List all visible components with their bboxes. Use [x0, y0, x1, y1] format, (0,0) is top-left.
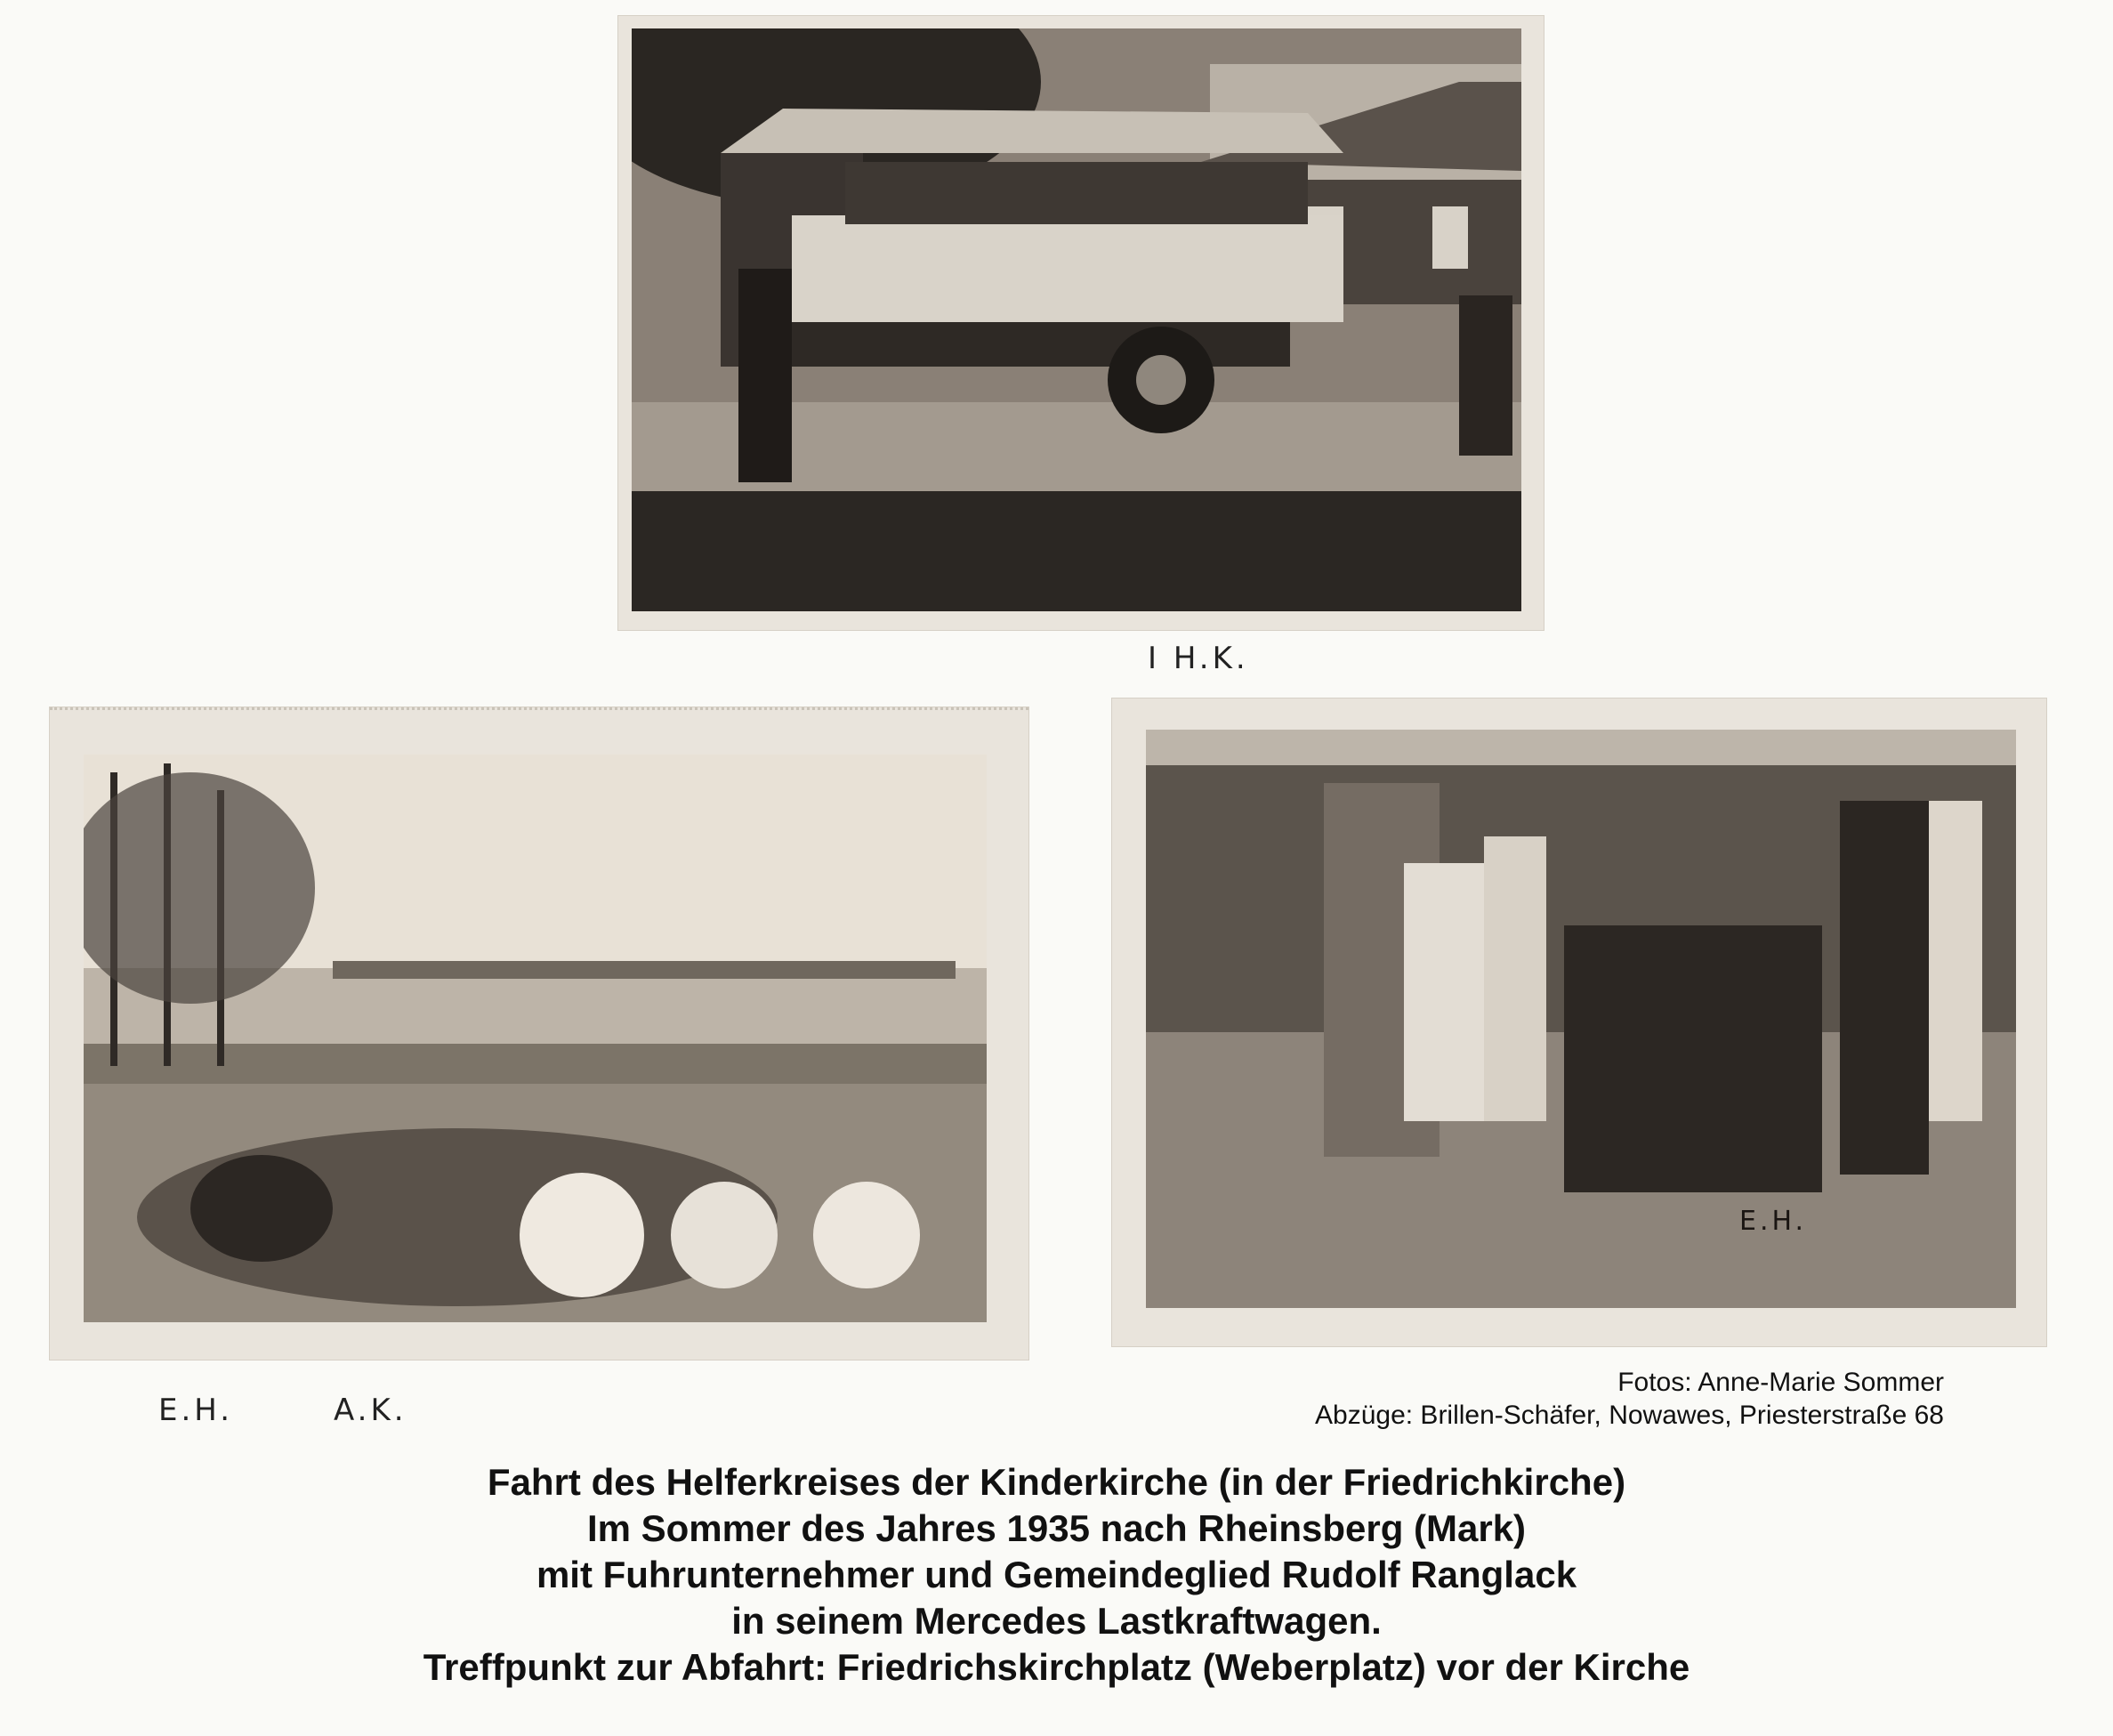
group-photo-image [1146, 730, 2016, 1308]
caption-line: Treffpunkt zur Abfahrt: Friedrichskirchplatz (Weberplatz) vor der Kirche [423, 1646, 1690, 1688]
lake-photo-image [84, 755, 987, 1322]
truck-photo-image [632, 28, 1521, 611]
handwritten-initials-ihk: I H.K. [1148, 641, 1249, 676]
photo-credit: Fotos: Anne-Marie Sommer [1617, 1368, 1944, 1397]
photo-lake [50, 707, 1028, 1360]
page-caption [0, 1459, 2113, 1691]
caption-line: mit Fuhrunternehmer und Gemeindeglied Rudolf Ranglack [536, 1554, 1577, 1595]
caption-line: Im Sommer des Jahres 1935 nach Rheinsberg (Mark) [586, 1507, 1527, 1549]
caption-line: in seinem Mercedes Lastkraftwagen. [731, 1600, 1382, 1642]
photo-group [1112, 698, 2046, 1346]
print-credit: Abzüge: Brillen-Schäfer, Nowawes, Priesterstraße 68 [1315, 1401, 1944, 1430]
handwritten-initials-eh-on-photo: E.H. [1739, 1206, 1808, 1237]
handwritten-initials-eh: E.H. [158, 1393, 234, 1428]
handwritten-initials-ak: A.K. [334, 1393, 407, 1428]
caption-line: Fahrt des Helferkreises der Kinderkirche (in der Friedrichkirche) [487, 1461, 1626, 1503]
photo-truck [618, 16, 1544, 630]
